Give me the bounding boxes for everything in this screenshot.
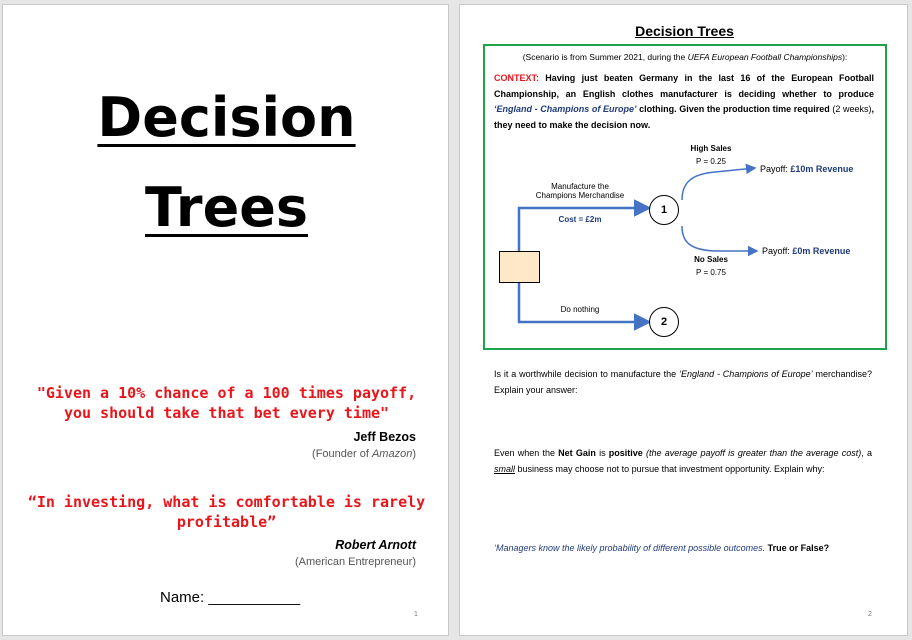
- high-sales-probability: P = 0.25: [696, 157, 726, 166]
- page-title: Decision Trees: [635, 23, 734, 39]
- manufacture-label: Manufacture the Champions Merchandise: [535, 182, 625, 200]
- title-line-1: Decision: [97, 86, 356, 149]
- do-nothing-branch-arrow: [519, 283, 649, 322]
- quote-arnott-author: Robert Arnott: [335, 538, 416, 552]
- quote-arnott-role: (American Entrepreneur): [294, 556, 416, 568]
- cost-label: Cost = £2m: [558, 215, 602, 224]
- quote-bezos-author: Jeff Bezos: [353, 430, 416, 444]
- no-sales-payoff: Payoff: £0m Revenue: [762, 246, 851, 256]
- page-one: [2, 4, 449, 636]
- name-field-label[interactable]: Name: ___________: [160, 589, 301, 606]
- quote-bezos: "Given a 10% chance of a 100 times payoff, you should take that bet every time": [36, 384, 417, 422]
- page-two: [459, 4, 908, 636]
- high-sales-label: High Sales: [690, 144, 732, 153]
- quote-arnott: “In investing, what is comfortable is rarely profitable”: [27, 493, 426, 531]
- page-number: 1: [414, 611, 418, 618]
- context-paragraph: CONTEXT: Having just beaten Germany in the last 16 of the European Football Championship, an English clothes manufacturer is deciding whether to produce ‘England - Champions of Europe’ clothing. Given the production time required (2 weeks), they need to make the decision now.: [494, 73, 874, 130]
- chance-node-2: 2: [649, 307, 679, 337]
- no-sales-branch-arrow: [682, 226, 757, 251]
- question-true-false: ‘Managers know the likely probability of different possible outcomes. True or False?: [494, 543, 830, 553]
- quote-bezos-role: (Founder of Amazon): [312, 448, 416, 460]
- scenario-note: (Scenario is from Summer 2021, during the UEFA European Football Championships):: [522, 52, 848, 62]
- chance-node-1: 1: [649, 195, 679, 225]
- do-nothing-label: Do nothing: [560, 305, 600, 314]
- no-sales-label: No Sales: [694, 255, 728, 264]
- page-number: 2: [868, 611, 872, 618]
- title-line-2: Trees: [145, 176, 308, 239]
- high-sales-payoff: Payoff: £10m Revenue: [760, 164, 854, 174]
- decision-node-square: [499, 251, 540, 283]
- no-sales-probability: P = 0.75: [696, 268, 726, 277]
- scenario-box: [483, 44, 887, 350]
- question-small-business: Even when the Net Gain is positive (the average payoff is greater than the average cost), a small business may choose not to pursue that investment opportunity. Explain why:: [494, 448, 872, 474]
- question-worthwhile: Is it a worthwhile decision to manufacture the ‘England - Champions of Europe’ merchandise? Explain your answer:: [494, 369, 873, 395]
- high-sales-branch-arrow: [682, 168, 755, 200]
